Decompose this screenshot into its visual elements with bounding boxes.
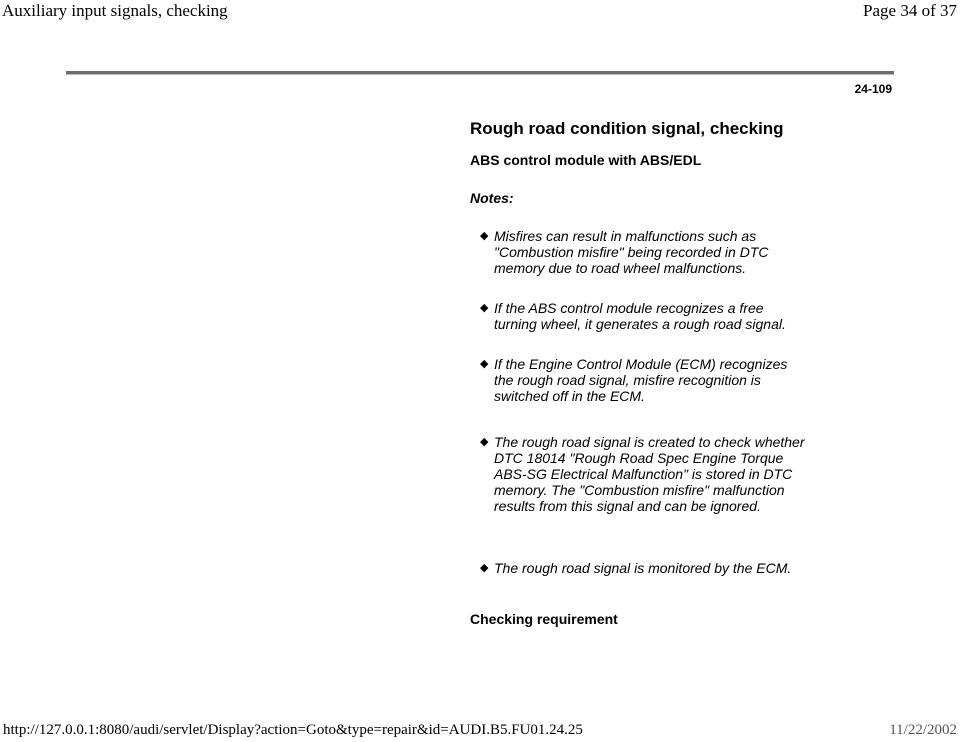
diamond-bullet-icon: ◆ [480, 562, 489, 574]
checking-requirement-heading: Checking requirement [470, 611, 618, 627]
note-text: If the Engine Control Module (ECM) recognizes the rough road signal, misfire recognition is switched off in the ECM. [494, 356, 788, 404]
note-item [480, 356, 810, 404]
note-item [480, 228, 810, 276]
diamond-bullet-icon: ◆ [480, 302, 489, 314]
note-item [480, 560, 810, 576]
document-number: 24-109 [854, 82, 892, 96]
note-text: If the ABS control module recognizes a free turning wheel, it generates a rough road signal. [494, 300, 786, 332]
document-title: Auxiliary input signals, checking [2, 1, 228, 20]
note-item [480, 434, 810, 514]
footer-url: http://127.0.0.1:8080/audi/servlet/Display?action=Goto&type=repair&id=AUDI.B5.FU01.24.25 [3, 722, 583, 738]
note-text: Misfires can result in malfunctions such as "Combustion misfire" being recorded in DTC memory due to road wheel malfunctions. [494, 228, 769, 276]
section-title: Rough road condition signal, checking [470, 119, 784, 138]
header-divider [66, 71, 894, 74]
note-item [480, 300, 810, 332]
page-indicator: Page 34 of 37 [863, 1, 957, 20]
diamond-bullet-icon: ◆ [480, 436, 489, 448]
note-text: The rough road signal is created to check whether DTC 18014 "Rough Road Spec Engine Torque ABS-SG Electrical Malfunction" is stored in DTC memory. The "Combustion misfire" malfunction results from this signal and can be ignored. [494, 434, 805, 514]
diamond-bullet-icon: ◆ [480, 230, 489, 242]
note-text: The rough road signal is monitored by the ECM. [494, 560, 792, 576]
diamond-bullet-icon: ◆ [480, 358, 489, 370]
subheading: ABS control module with ABS/EDL [470, 152, 702, 168]
footer-date: 11/22/2002 [889, 722, 957, 738]
notes-label: Notes: [470, 190, 514, 206]
